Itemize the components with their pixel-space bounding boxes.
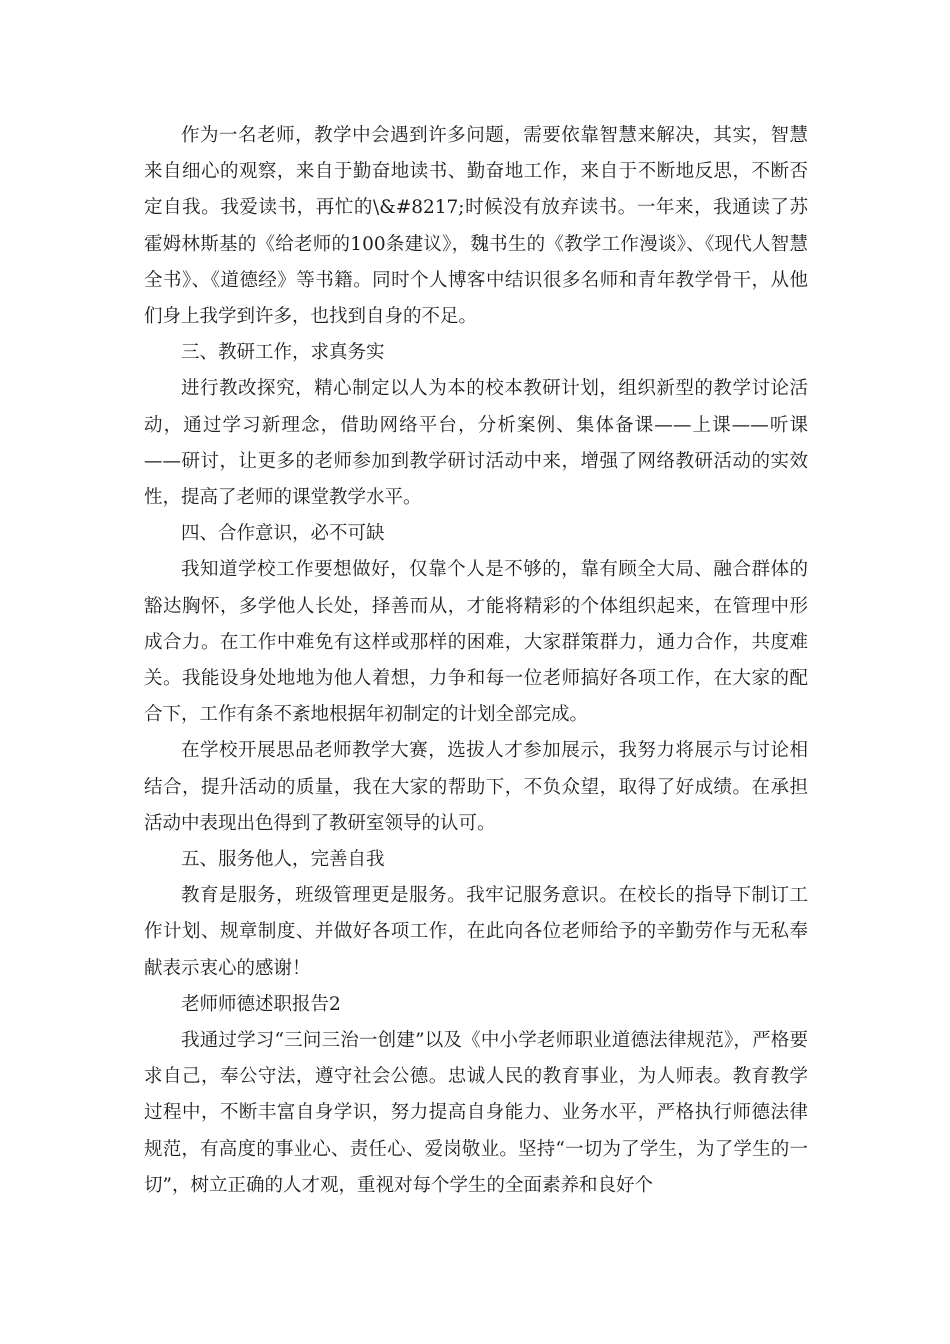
section-heading-service: 五、服务他人，完善自我 bbox=[181, 849, 385, 871]
paragraph-service: 教育是服务，班级管理更是服务。我牢记服务意识。在校长的指导下制订工作计划、规章制度、并做好各项工作，在此向各位老师给予的辛勤劳作与无私奉献表示衷心的感谢！ bbox=[144, 885, 808, 979]
report-title-2: 老师师德述职报告2 bbox=[181, 993, 341, 1015]
paragraph-intro-reading: 作为一名老师，教学中会遇到许多问题，需要依靠智慧来解决，其实，智慧来自细心的观察，来自于勤奋地读书、勤奋地工作，来自于不断地反思，不断否定自我。我爱读书，再忙的\&#8217;时候没有放弃读书。一年来，我通读了苏霍姆林斯基的《给老师的100条建议》，魏书生的《教学工作漫谈》、《现代人智慧全书》、《道德经》等书籍。同时个人博客中结识很多名师和青年教学骨干，从他们身上我学到许多，也找到自身的不足。 bbox=[144, 125, 808, 328]
document-body bbox=[144, 118, 808, 1204]
section-heading-cooperation: 四、合作意识，必不可缺 bbox=[181, 523, 385, 545]
paragraph-cooperation: 我知道学校工作要想做好，仅靠个人是不够的，靠有顾全大局、融合群体的豁达胸怀，多学他人长处，择善而从，才能将精彩的个体组织起来，在管理中形成合力。在工作中难免有这样或那样的困难，大家群策群力，通力合作，共度难关。我能设身处地地为他人着想，力争和每一位老师搞好各项工作，在大家的配合下，工作有条不紊地根据年初制定的计划全部完成。 bbox=[144, 559, 808, 726]
section-heading-research: 三、教研工作，求真务实 bbox=[181, 342, 385, 364]
paragraph-competition: 在学校开展思品老师教学大赛，选拔人才参加展示，我努力将展示与讨论相结合，提升活动的质量，我在大家的帮助下，不负众望，取得了好成绩。在承担活动中表现出色得到了教研室领导的认可。 bbox=[144, 740, 808, 834]
paragraph-research: 进行教改探究，精心制定以人为本的校本教研计划，组织新型的教学讨论活动，通过学习新理念，借助网络平台，分析案例、集体备课——上课——听课——研讨，让更多的老师参加到教学研讨活动中来，增强了网络教研活动的实效性，提高了老师的课堂教学水平。 bbox=[144, 378, 808, 509]
paragraph-report-2: 我通过学习“三问三治一创建”以及《中小学老师职业道德法律规范》，严格要求自己，奉公守法，遵守社会公德。忠诚人民的教育事业，为人师表。教育教学过程中，不断丰富自身学识，努力提高自身能力、业务水平，严格执行师德法律规范，有高度的事业心、责任心、爱岗敬业。坚持“一切为了学生，为了学生的一切”，树立正确的人才观，重视对每个学生的全面素养和良好个 bbox=[144, 1030, 808, 1196]
